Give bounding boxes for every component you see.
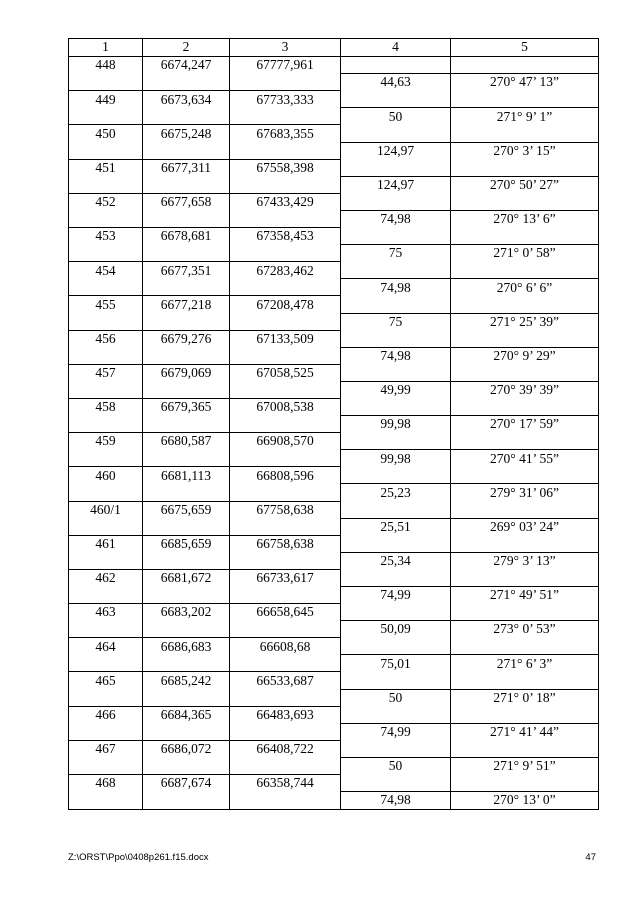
segment-length-cell: 44,63 <box>341 74 451 91</box>
segment-angle-cell: 269° 03’ 24” <box>451 518 599 535</box>
empty-cell <box>69 518 143 535</box>
point-x-coordinate-cell: 6677,218 <box>143 296 230 313</box>
segment-row <box>69 484 599 501</box>
empty-cell <box>451 330 599 347</box>
empty-cell <box>341 672 451 689</box>
empty-cell <box>143 518 230 535</box>
segment-length-cell: 50,09 <box>341 621 451 638</box>
point-number-cell: 450 <box>69 125 143 142</box>
empty-cell <box>230 381 341 398</box>
empty-cell <box>341 91 451 108</box>
segment-row <box>69 210 599 227</box>
segment-length-cell: 124,97 <box>341 142 451 159</box>
empty-cell <box>143 655 230 672</box>
point-number-cell: 449 <box>69 91 143 108</box>
empty-cell <box>69 108 143 125</box>
empty-cell <box>230 347 341 364</box>
empty-cell <box>230 587 341 604</box>
point-number-cell: 459 <box>69 433 143 450</box>
empty-cell <box>69 416 143 433</box>
empty-cell <box>341 740 451 757</box>
point-number-cell: 458 <box>69 398 143 415</box>
point-x-coordinate-cell: 6687,674 <box>143 775 230 792</box>
segment-row <box>69 416 599 433</box>
point-row <box>69 672 599 689</box>
point-y-coordinate-cell: 66658,645 <box>230 604 341 621</box>
segment-angle-cell: 271° 49’ 51” <box>451 587 599 604</box>
empty-cell <box>230 450 341 467</box>
point-row <box>69 262 599 279</box>
segment-row <box>69 381 599 398</box>
empty-cell <box>143 74 230 91</box>
point-y-coordinate-cell: 67008,538 <box>230 398 341 415</box>
point-x-coordinate-cell: 6681,113 <box>143 467 230 484</box>
empty-cell <box>451 364 599 381</box>
empty-cell <box>69 450 143 467</box>
header-cell: 3 <box>230 39 341 57</box>
empty-cell <box>341 228 451 245</box>
footer-page-number: 47 <box>585 852 596 863</box>
point-row <box>69 740 599 757</box>
empty-cell <box>341 193 451 210</box>
empty-cell <box>143 108 230 125</box>
segment-row <box>69 313 599 330</box>
point-x-coordinate-cell: 6677,351 <box>143 262 230 279</box>
segment-length-cell: 74,98 <box>341 279 451 296</box>
point-x-coordinate-cell: 6677,311 <box>143 159 230 176</box>
segment-angle-cell: 273° 0’ 53” <box>451 621 599 638</box>
segment-length-cell: 50 <box>341 689 451 706</box>
empty-cell <box>69 792 143 810</box>
empty-cell <box>451 56 599 74</box>
segment-length-cell: 74,99 <box>341 587 451 604</box>
segment-row <box>69 518 599 535</box>
point-number-cell: 452 <box>69 193 143 210</box>
point-row <box>69 501 599 518</box>
point-y-coordinate-cell: 67058,525 <box>230 364 341 381</box>
point-x-coordinate-cell: 6673,634 <box>143 91 230 108</box>
point-y-coordinate-cell: 67777,961 <box>230 56 341 74</box>
point-row <box>69 706 599 723</box>
footer-file-path: Z:\ORST\Ppo\0408p261.f15.docx <box>68 852 209 863</box>
point-row <box>69 193 599 210</box>
empty-cell <box>451 433 599 450</box>
point-number-cell: 468 <box>69 775 143 792</box>
segment-angle-cell: 270° 17’ 59” <box>451 416 599 433</box>
segment-length-cell: 25,23 <box>341 484 451 501</box>
point-y-coordinate-cell: 66758,638 <box>230 535 341 552</box>
segment-row <box>69 245 599 262</box>
point-number-cell: 456 <box>69 330 143 347</box>
point-number-cell: 466 <box>69 706 143 723</box>
empty-cell <box>341 159 451 176</box>
empty-cell <box>341 604 451 621</box>
segment-angle-cell: 271° 41’ 44” <box>451 723 599 740</box>
point-number-cell: 462 <box>69 569 143 586</box>
segment-angle-cell: 270° 3’ 15” <box>451 142 599 159</box>
segment-row <box>69 689 599 706</box>
point-x-coordinate-cell: 6686,683 <box>143 638 230 655</box>
empty-cell <box>230 108 341 125</box>
point-y-coordinate-cell: 66808,596 <box>230 467 341 484</box>
segment-length-cell: 50 <box>341 757 451 774</box>
empty-cell <box>69 757 143 774</box>
point-y-coordinate-cell: 67433,429 <box>230 193 341 210</box>
point-x-coordinate-cell: 6678,681 <box>143 228 230 245</box>
empty-cell <box>230 621 341 638</box>
point-row <box>69 569 599 586</box>
segment-angle-cell: 270° 13’ 0” <box>451 792 599 810</box>
segment-row <box>69 655 599 672</box>
point-y-coordinate-cell: 67208,478 <box>230 296 341 313</box>
point-y-coordinate-cell: 66358,744 <box>230 775 341 792</box>
segment-angle-cell: 271° 9’ 51” <box>451 757 599 774</box>
empty-cell <box>230 518 341 535</box>
empty-cell <box>69 689 143 706</box>
empty-cell <box>230 792 341 810</box>
point-x-coordinate-cell: 6683,202 <box>143 604 230 621</box>
segment-length-cell: 50 <box>341 108 451 125</box>
empty-cell <box>69 552 143 569</box>
segment-length-cell: 99,98 <box>341 450 451 467</box>
point-x-coordinate-cell: 6674,247 <box>143 56 230 74</box>
point-y-coordinate-cell: 67133,509 <box>230 330 341 347</box>
empty-cell <box>69 210 143 227</box>
empty-cell <box>143 245 230 262</box>
coordinates-table <box>68 38 599 810</box>
empty-cell <box>341 398 451 415</box>
empty-cell <box>230 279 341 296</box>
empty-cell <box>143 381 230 398</box>
point-x-coordinate-cell: 6685,659 <box>143 535 230 552</box>
point-y-coordinate-cell: 66608,68 <box>230 638 341 655</box>
empty-cell <box>230 723 341 740</box>
empty-cell <box>143 689 230 706</box>
header-cell: 2 <box>143 39 230 57</box>
point-number-cell: 457 <box>69 364 143 381</box>
point-x-coordinate-cell: 6684,365 <box>143 706 230 723</box>
empty-cell <box>341 569 451 586</box>
empty-cell <box>451 775 599 792</box>
empty-cell <box>341 535 451 552</box>
point-number-cell: 448 <box>69 56 143 74</box>
empty-cell <box>69 313 143 330</box>
segment-row <box>69 723 599 740</box>
empty-cell <box>143 142 230 159</box>
table-header-row <box>69 39 599 57</box>
empty-cell <box>230 655 341 672</box>
empty-cell <box>451 467 599 484</box>
segment-length-cell: 25,51 <box>341 518 451 535</box>
point-number-cell: 461 <box>69 535 143 552</box>
segment-angle-cell: 271° 9’ 1” <box>451 108 599 125</box>
empty-cell <box>69 279 143 296</box>
empty-cell <box>143 723 230 740</box>
empty-cell <box>451 569 599 586</box>
empty-cell <box>341 501 451 518</box>
point-x-coordinate-cell: 6679,276 <box>143 330 230 347</box>
segment-row <box>69 279 599 296</box>
empty-cell <box>341 330 451 347</box>
empty-cell <box>451 672 599 689</box>
empty-cell <box>341 364 451 381</box>
header-cell: 4 <box>341 39 451 57</box>
empty-cell <box>451 228 599 245</box>
point-row <box>69 296 599 313</box>
empty-cell <box>230 484 341 501</box>
header-cell: 1 <box>69 39 143 57</box>
segment-angle-cell: 279° 3’ 13” <box>451 552 599 569</box>
segment-row <box>69 142 599 159</box>
empty-cell <box>230 689 341 706</box>
empty-cell <box>451 740 599 757</box>
empty-cell <box>230 313 341 330</box>
segment-length-cell: 74,98 <box>341 347 451 364</box>
empty-cell <box>451 535 599 552</box>
segment-length-cell: 124,97 <box>341 176 451 193</box>
segment-angle-cell: 271° 0’ 58” <box>451 245 599 262</box>
point-y-coordinate-cell: 66908,570 <box>230 433 341 450</box>
point-y-coordinate-cell: 67683,355 <box>230 125 341 142</box>
empty-cell <box>69 142 143 159</box>
segment-length-cell: 74,99 <box>341 723 451 740</box>
segment-length-cell: 75 <box>341 245 451 262</box>
empty-cell <box>143 279 230 296</box>
empty-cell <box>341 125 451 142</box>
empty-cell <box>69 655 143 672</box>
empty-cell <box>143 792 230 810</box>
empty-cell <box>230 74 341 91</box>
segment-length-cell: 99,98 <box>341 416 451 433</box>
segment-angle-cell: 270° 9’ 29” <box>451 347 599 364</box>
empty-cell <box>451 125 599 142</box>
empty-cell <box>69 484 143 501</box>
point-number-cell: 460/1 <box>69 501 143 518</box>
segment-row <box>69 587 599 604</box>
segment-angle-cell: 270° 39’ 39” <box>451 381 599 398</box>
empty-cell <box>451 706 599 723</box>
empty-cell <box>69 621 143 638</box>
segment-length-cell: 75,01 <box>341 655 451 672</box>
segment-row <box>69 792 599 810</box>
point-y-coordinate-cell: 67358,453 <box>230 228 341 245</box>
segment-angle-cell: 271° 25’ 39” <box>451 313 599 330</box>
point-row <box>69 535 599 552</box>
point-row <box>69 159 599 176</box>
empty-cell <box>451 296 599 313</box>
point-number-cell: 463 <box>69 604 143 621</box>
empty-cell <box>143 210 230 227</box>
empty-cell <box>230 176 341 193</box>
segment-angle-cell: 270° 13’ 6” <box>451 210 599 227</box>
point-number-cell: 460 <box>69 467 143 484</box>
point-x-coordinate-cell: 6675,659 <box>143 501 230 518</box>
segment-angle-cell: 270° 50’ 27” <box>451 176 599 193</box>
point-row <box>69 228 599 245</box>
empty-cell <box>143 347 230 364</box>
point-x-coordinate-cell: 6679,365 <box>143 398 230 415</box>
point-row <box>69 604 599 621</box>
table-body <box>69 56 599 809</box>
empty-cell <box>69 347 143 364</box>
empty-cell <box>451 159 599 176</box>
point-row <box>69 433 599 450</box>
point-number-cell: 453 <box>69 228 143 245</box>
empty-cell <box>230 416 341 433</box>
segment-angle-cell: 271° 6’ 3” <box>451 655 599 672</box>
point-x-coordinate-cell: 6677,658 <box>143 193 230 210</box>
empty-cell <box>143 587 230 604</box>
point-y-coordinate-cell: 67733,333 <box>230 91 341 108</box>
point-number-cell: 464 <box>69 638 143 655</box>
header-cell: 5 <box>451 39 599 57</box>
segment-length-cell: 74,98 <box>341 792 451 810</box>
point-row <box>69 364 599 381</box>
segment-length-cell: 49,99 <box>341 381 451 398</box>
point-row <box>69 775 599 792</box>
point-number-cell: 451 <box>69 159 143 176</box>
point-y-coordinate-cell: 66483,693 <box>230 706 341 723</box>
empty-cell <box>451 193 599 210</box>
empty-cell <box>230 210 341 227</box>
empty-cell <box>230 757 341 774</box>
point-row <box>69 330 599 347</box>
empty-cell <box>451 501 599 518</box>
empty-cell <box>451 638 599 655</box>
empty-cell <box>341 638 451 655</box>
empty-cell <box>143 416 230 433</box>
segment-row <box>69 176 599 193</box>
point-x-coordinate-cell: 6685,242 <box>143 672 230 689</box>
empty-cell <box>341 467 451 484</box>
segment-length-cell: 74,98 <box>341 210 451 227</box>
point-row <box>69 398 599 415</box>
segment-row <box>69 621 599 638</box>
empty-cell <box>451 398 599 415</box>
point-x-coordinate-cell: 6686,072 <box>143 740 230 757</box>
empty-cell <box>69 176 143 193</box>
segment-row <box>69 347 599 364</box>
segment-angle-cell: 270° 41’ 55” <box>451 450 599 467</box>
empty-cell <box>451 262 599 279</box>
empty-cell <box>69 587 143 604</box>
point-row <box>69 125 599 142</box>
empty-cell <box>143 484 230 501</box>
empty-cell <box>69 74 143 91</box>
empty-cell <box>341 775 451 792</box>
empty-cell <box>341 706 451 723</box>
empty-cell <box>341 56 451 74</box>
point-number-cell: 467 <box>69 740 143 757</box>
segment-row <box>69 757 599 774</box>
point-y-coordinate-cell: 66733,617 <box>230 569 341 586</box>
empty-cell <box>230 245 341 262</box>
point-row <box>69 91 599 108</box>
empty-cell <box>230 142 341 159</box>
point-y-coordinate-cell: 67758,638 <box>230 501 341 518</box>
empty-cell <box>69 245 143 262</box>
point-row <box>69 467 599 484</box>
point-x-coordinate-cell: 6679,069 <box>143 364 230 381</box>
empty-cell <box>69 381 143 398</box>
point-row <box>69 638 599 655</box>
point-y-coordinate-cell: 67283,462 <box>230 262 341 279</box>
empty-cell <box>341 262 451 279</box>
point-number-cell: 465 <box>69 672 143 689</box>
point-y-coordinate-cell: 67558,398 <box>230 159 341 176</box>
point-number-cell: 455 <box>69 296 143 313</box>
empty-cell <box>451 604 599 621</box>
segment-row <box>69 74 599 91</box>
empty-cell <box>143 621 230 638</box>
segment-row <box>69 450 599 467</box>
segment-angle-cell: 271° 0’ 18” <box>451 689 599 706</box>
empty-cell <box>143 757 230 774</box>
segment-angle-cell: 279° 31’ 06” <box>451 484 599 501</box>
segment-row <box>69 552 599 569</box>
empty-cell <box>341 433 451 450</box>
point-x-coordinate-cell: 6681,672 <box>143 569 230 586</box>
empty-cell <box>143 313 230 330</box>
segment-angle-cell: 270° 6’ 6” <box>451 279 599 296</box>
segment-length-cell: 25,34 <box>341 552 451 569</box>
empty-cell <box>451 91 599 108</box>
empty-cell <box>69 723 143 740</box>
point-x-coordinate-cell: 6675,248 <box>143 125 230 142</box>
segment-angle-cell: 270° 47’ 13” <box>451 74 599 91</box>
segment-length-cell: 75 <box>341 313 451 330</box>
empty-cell <box>143 450 230 467</box>
point-y-coordinate-cell: 66533,687 <box>230 672 341 689</box>
point-x-coordinate-cell: 6680,587 <box>143 433 230 450</box>
empty-cell <box>341 296 451 313</box>
empty-cell <box>143 176 230 193</box>
segment-row <box>69 108 599 125</box>
empty-cell <box>230 552 341 569</box>
point-y-coordinate-cell: 66408,722 <box>230 740 341 757</box>
point-row <box>69 56 599 74</box>
empty-cell <box>143 552 230 569</box>
point-number-cell: 454 <box>69 262 143 279</box>
